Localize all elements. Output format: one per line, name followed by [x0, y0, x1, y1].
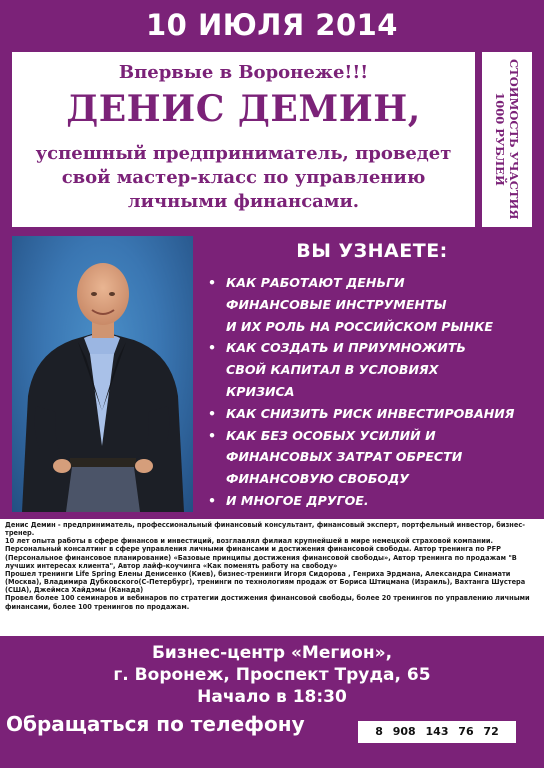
venue-block [0, 642, 544, 708]
learn-line: И ИХ РОЛЬ НА РОССИЙСКОМ РЫНКЕ [226, 318, 493, 334]
learn-line: КАК БЕЗ ОСОБЫХ УСИЛИЙ И [226, 427, 436, 443]
event-date: 10 ИЮЛЯ 2014 [146, 8, 398, 42]
bullet-dot-icon: • [208, 492, 217, 508]
intro-panel [12, 52, 475, 227]
learn-item [208, 425, 538, 490]
bio-paragraph: Денис Демин - предприниматель, профессиональный финансовый консультант, финансовый эксперт, портфельный инвестор, бизнес-тренер. [5, 521, 525, 538]
bullet-dot-icon: • [208, 405, 217, 421]
learn-line: КРИЗИСА [226, 383, 295, 399]
bio-text [0, 519, 544, 611]
learn-line: СВОЙ КАПИТАЛ В УСЛОВИЯХ [226, 362, 439, 378]
learn-item [208, 403, 538, 425]
learn-line: ФИНАНСОВЫХ ЗАТРАТ ОБРЕСТИ [226, 449, 463, 465]
start-time: Начало в 18:30 [197, 687, 347, 707]
price-label: СТОИМОСТЬ УЧАСТИЯ [507, 59, 521, 220]
speaker-name: ДЕНИС ДЕМИН, [66, 88, 421, 130]
price-amount: 1000 РУБЛЕЙ [493, 92, 507, 186]
learn-line: КАК СНИЗИТЬ РИСК ИНВЕСТИРОВАНИЯ [226, 405, 515, 421]
venue-address: г. Воронеж, Проспект Труда, 65 [113, 665, 431, 685]
learn-line: КАК РАБОТАЮТ ДЕНЬГИ [226, 275, 405, 290]
learn-line: И МНОГОЕ ДРУГОЕ. [226, 492, 369, 508]
learn-line: ФИНАНСОВУЮ СВОБОДУ [226, 471, 410, 487]
speaker-description: успешный предприниматель, проведет свой мастер-класс по управлению личными финансами. [35, 143, 452, 212]
learn-item [208, 337, 538, 402]
bullet-dot-icon: • [208, 275, 217, 290]
learn-item [208, 272, 538, 337]
venue-name: Бизнес-центр «Мегион», [151, 643, 393, 663]
bio-paragraph: Персональный консалтинг в сфере управления личными финансами и достижения финансовой свободы. Автор тренинга по PFP (Персональное финансовое планирование) «Базовые принципы достижения финансовой свободы», Автор тренинга по продажам "В лучших интересах клиента", Автор лайф-коучинга «Как поменять работу на свободу» [5, 545, 517, 570]
first-time-heading: Впервые в Воронеже!!! [118, 62, 369, 83]
phone-number[interactable]: 8 908 143 76 72 [375, 725, 499, 738]
learn-heading: ВЫ УЗНАЕТЕ: [296, 240, 448, 262]
bullet-dot-icon: • [208, 427, 217, 443]
learn-line: КАК СОЗДАТЬ И ПРИУМНОЖИТЬ [226, 340, 467, 356]
phone-box [358, 721, 516, 743]
bio-paragraph: Провел более 100 семинаров и вебинаров по стратегии достижения финансовой свободы, более 20 тренингов по управлению личными финансами, более 100 тренингов по продажам. [5, 594, 530, 611]
speaker-portrait-image [12, 236, 193, 512]
price-text [493, 59, 521, 219]
learn-item [208, 490, 538, 512]
contact-label: Обращаться по телефону [6, 712, 305, 736]
price-box [482, 52, 532, 227]
learn-list [208, 272, 538, 512]
bio-paragraph: Прошел тренинги Life Spring Елены Денисенко (Киев), бизнес-тренинги Игоря Сидорова , Генриха Эрдмана, Александра Синамати (Москва), Владимира Дубковского(С-Петербург), тренинги по технологиям продаж от Бориса Штицмана (Израиль), Вахтанга Шустера (США), Джеймса Хайдэмы (Канада) [5, 569, 526, 595]
bullet-dot-icon: • [208, 340, 217, 356]
bio-panel [0, 519, 544, 636]
speaker-photo [12, 236, 193, 512]
bio-paragraph: 10 лет опыта работы в сфере финансов и инвестиций, возглавлял филиал крупнейшей в мире немецкой страховой компании. [5, 537, 493, 546]
learn-line: ФИНАНСОВЫЕ ИНСТРУМЕНТЫ [226, 296, 447, 312]
